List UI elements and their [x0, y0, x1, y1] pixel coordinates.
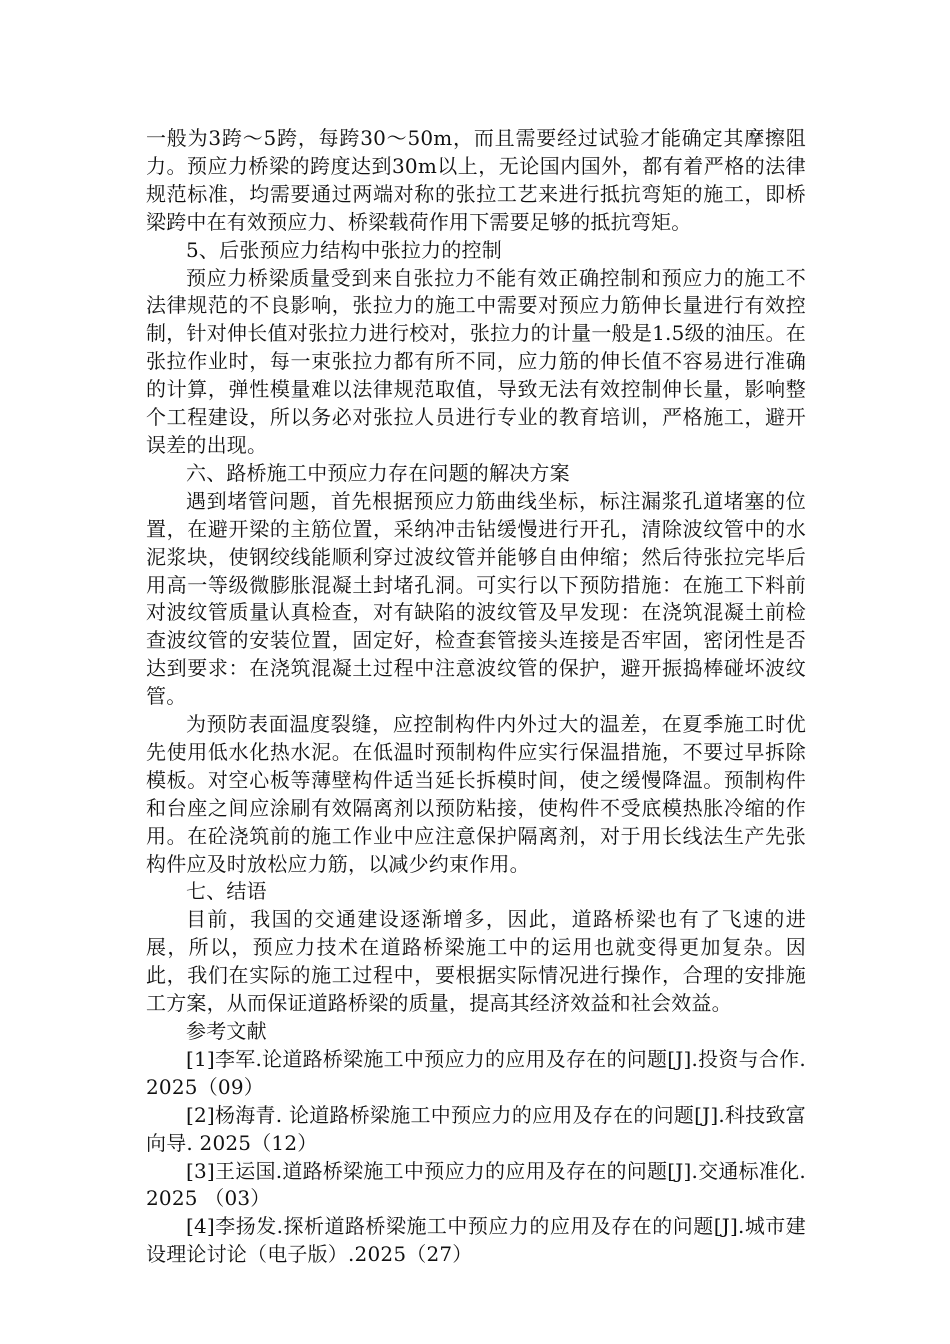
reference-item: [2]杨海青. 论道路桥梁施工中预应力的应用及存在的问题[J].科技致富向导. 2025（12） [146, 1102, 806, 1155]
body-paragraph: 预应力桥梁质量受到来自张拉力不能有效正确控制和预应力的施工不法律规范的不良影响，张拉力的施工中需要对预应力筋伸长量进行有效控制，针对伸长值对张拉力进行校对，张拉力的计量一般是1.5级的油压。在张拉作业时，每一束张拉力都有所不同，应力筋的伸长值不容易进行准确的计算，弹性模量难以法律规范取值，导致无法有效控制伸长量，影响整个工程建设，所以务必对张拉人员进行专业的教育培训，严格施工，避开误差的出现。 [146, 265, 806, 457]
document-body [146, 125, 806, 1269]
body-paragraph: 遇到堵管问题，首先根据预应力筋曲线坐标，标注漏浆孔道堵塞的位置，在避开梁的主筋位置，采纳冲击钻缓慢进行开孔，清除波纹管中的水泥浆块，使钢绞线能顺利穿过波纹管并能够自由伸缩；然后待张拉完毕后用高一等级微膨胀混凝土封堵孔洞。可实行以下预防措施：在施工下料前对波纹管质量认真检查，对有缺陷的波纹管及早发现：在浇筑混凝土前检查波纹管的安装位置，固定好，检查套管接头连接是否牢固，密闭性是否达到要求：在浇筑混凝土过程中注意波纹管的保护，避开振捣棒碰坏波纹管。 [146, 488, 806, 709]
section-heading: 5、后张预应力结构中张拉力的控制 [186, 237, 502, 262]
section-heading: 七、结语 [186, 879, 267, 904]
reference-item: [3]王运国.道路桥梁施工中预应力的应用及存在的问题[J].交通标准化. 2025 （03） [146, 1158, 806, 1211]
references-heading: 参考文献 [186, 1019, 267, 1043]
reference-item: [1]李军.论道路桥梁施工中预应力的应用及存在的问题[J].投资与合作. 2025（09） [146, 1046, 806, 1099]
section-heading: 六、路桥施工中预应力存在问题的解决方案 [186, 460, 570, 485]
reference-item: [4]李扬发.探析道路桥梁施工中预应力的应用及存在的问题[J].城市建设理论讨论（电子版）.2025（27） [146, 1214, 806, 1267]
body-paragraph: 为预防表面温度裂缝，应控制构件内外过大的温差，在夏季施工时优先使用低水化热水泥。在低温时预制构件应实行保温措施，不要过早拆除模板。对空心板等薄壁构件适当延长拆模时间，使之缓慢降温。预制构件和台座之间应涂刷有效隔离剂以预防粘接，使构件不受底模热胀冷缩的作用。在砼浇筑前的施工作业中应注意保护隔离剂，对于用长线法生产先张构件应及时放松应力筋，以减少约束作用。 [146, 712, 806, 876]
body-paragraph: 一般为3跨～5跨，每跨30～50m，而且需要经过试验才能确定其摩擦阻力。预应力桥梁的跨度达到30m以上，无论国内国外，都有着严格的法律规范标准，均需要通过两端对称的张拉工艺来进行抵抗弯矩的施工，即桥梁跨中在有效预应力、桥梁载荷作用下需要足够的抵抗弯矩。 [146, 126, 806, 234]
body-paragraph: 目前，我国的交通建设逐渐增多，因此，道路桥梁也有了飞速的进展，所以，预应力技术在道路桥梁施工中的运用也就变得更加复杂。因此，我们在实际的施工过程中，要根据实际情况进行操作，合理的安排施工方案，从而保证道路桥梁的质量，提高其经济效益和社会效益。 [146, 907, 806, 1016]
